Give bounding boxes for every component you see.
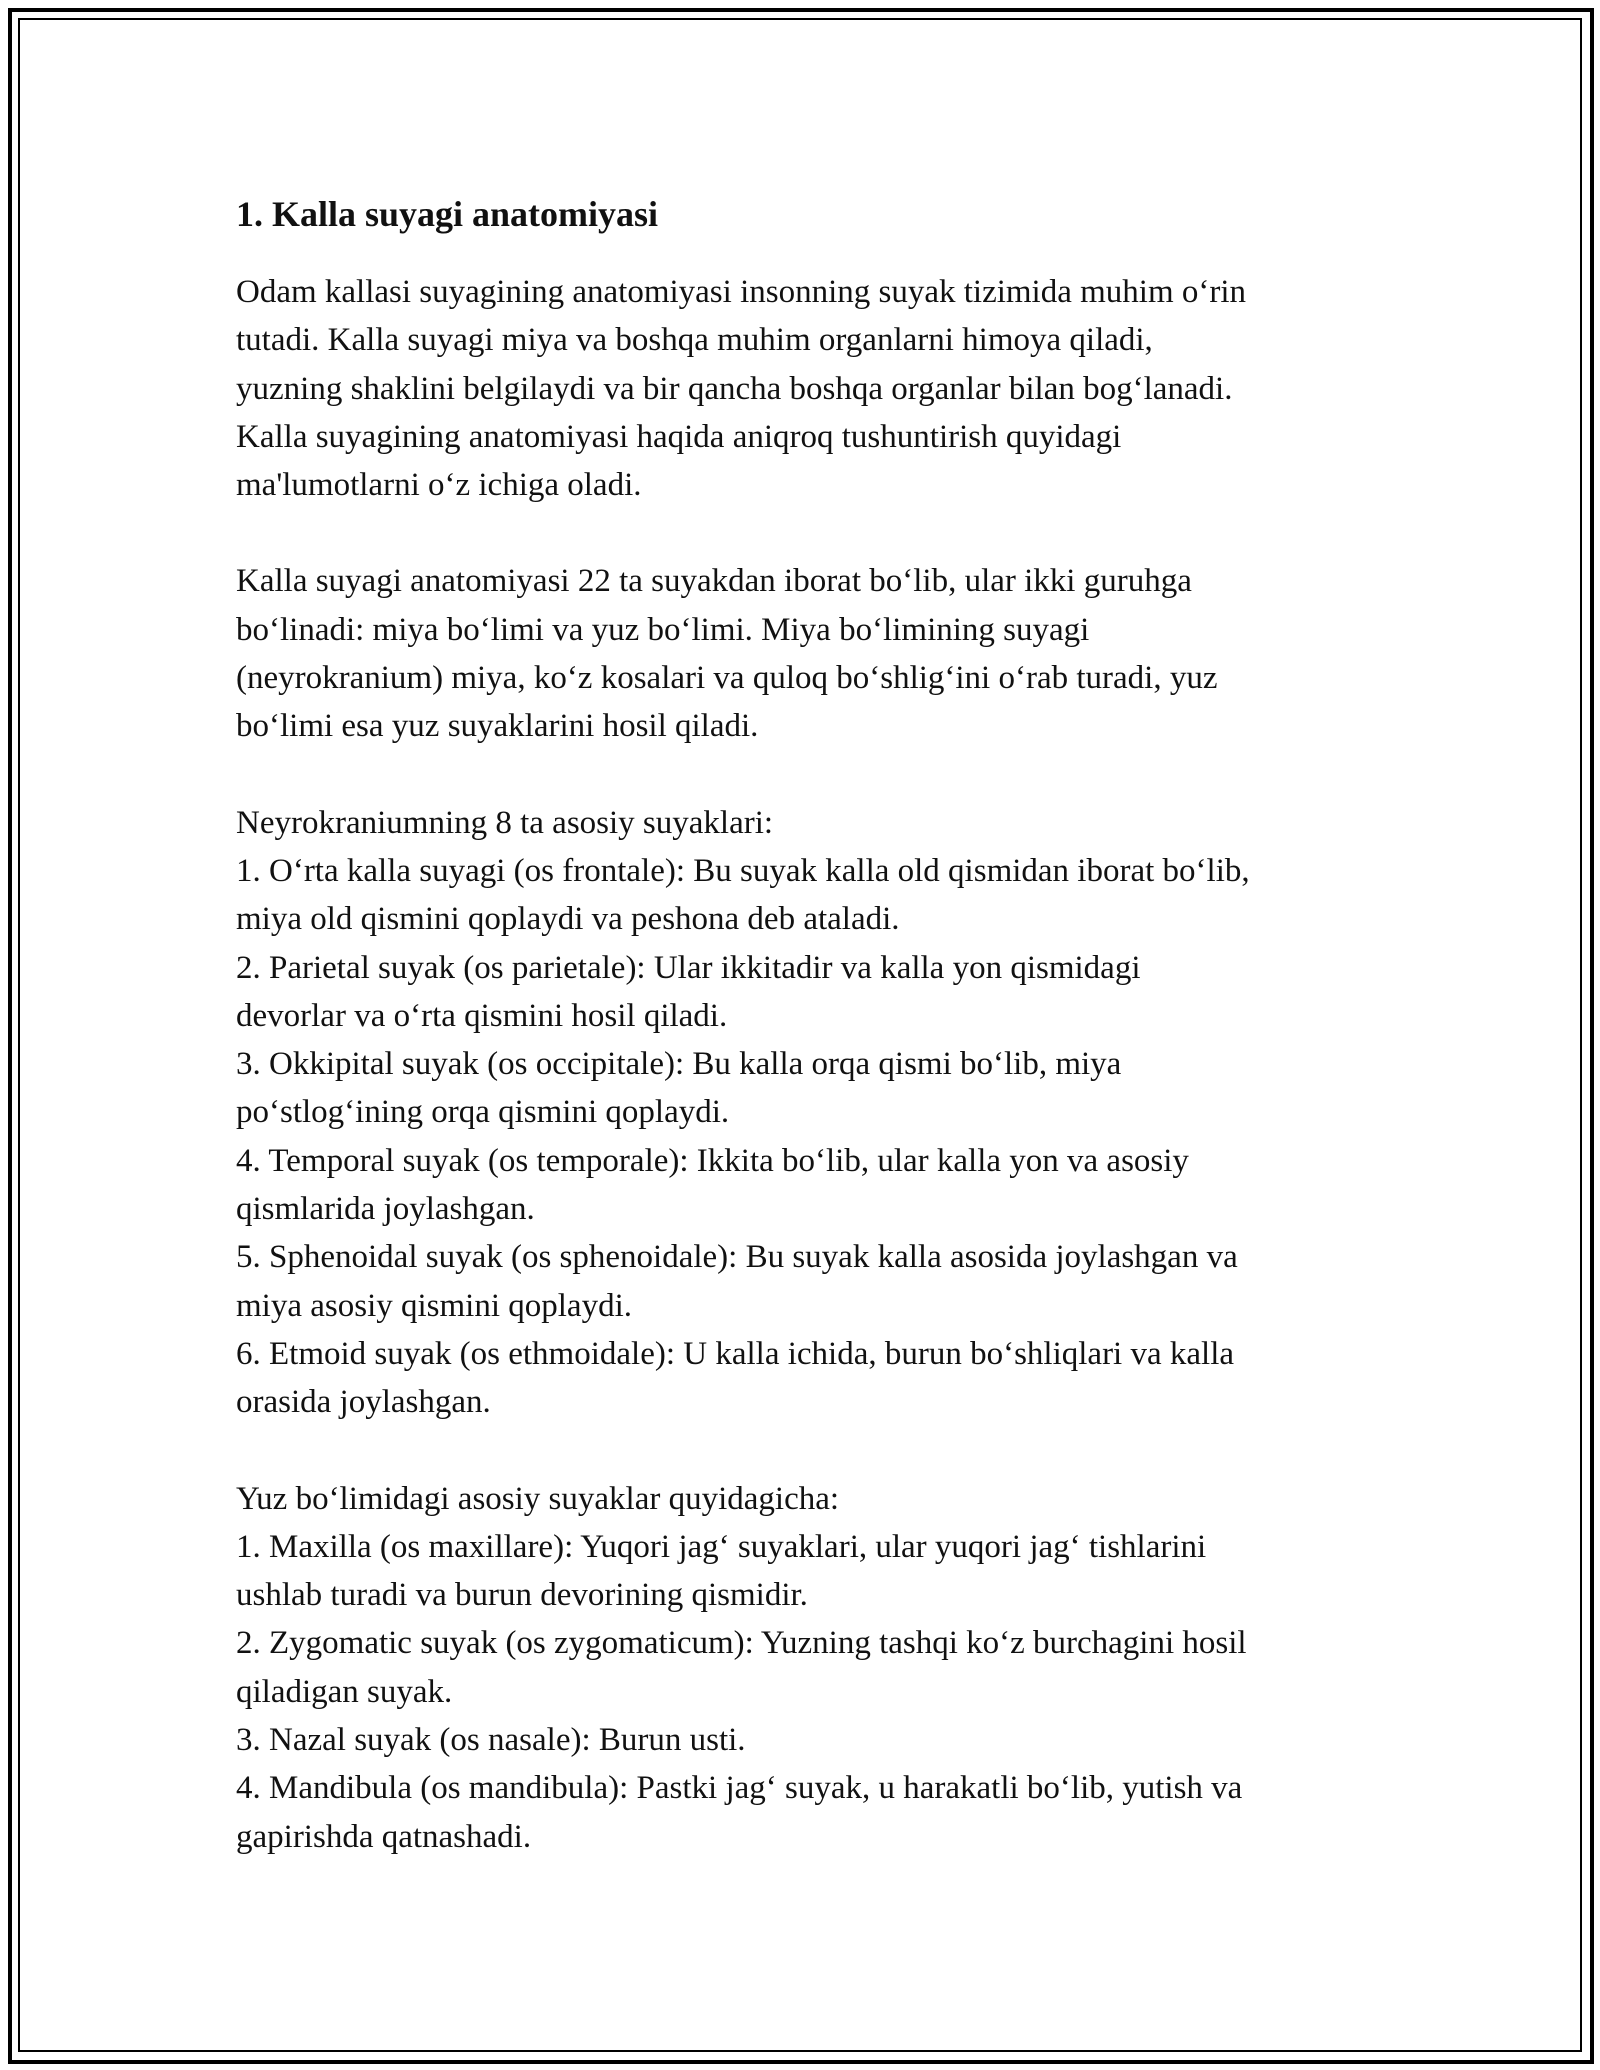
text-line: bo‘linadi: miya bo‘limi va yuz bo‘limi. Miya bo‘limining suyagi xyxy=(236,611,1090,648)
intro-paragraph xyxy=(236,268,1376,509)
list-title: Neyrokraniumning 8 ta asosiy suyaklari: xyxy=(236,804,774,841)
paragraph-gap xyxy=(236,751,1376,799)
text-line: Odam kallasi suyagining anatomiyasi insonning suyak tizimida muhim o‘rin xyxy=(236,274,1247,310)
document-body xyxy=(236,190,1376,1861)
text-line: (neyrokranium) miya, ko‘z kosalari va quloq bo‘shlig‘ini o‘rab turadi, yuz xyxy=(236,660,1218,697)
list-item: 6. Etmoid suyak (os ethmoidale): U kalla ichida, burun bo‘shliqlari va kalla xyxy=(236,1335,1235,1372)
overview-paragraph xyxy=(236,557,1376,750)
text-line: ma'lumotlarni o‘z ichiga oladi. xyxy=(236,467,642,504)
list-item: qiladigan suyak. xyxy=(236,1673,453,1710)
list-item: orasida joylashgan. xyxy=(236,1384,491,1421)
neurocranium-list xyxy=(236,799,1376,1427)
paragraph-gap xyxy=(236,509,1376,557)
text-line: Kalla suyagining anatomiyasi haqida aniqroq tushuntirish quyidagi xyxy=(236,418,1122,455)
list-item: 2. Parietal suyak (os parietale): Ular ikkitadir va kalla yon qismidagi xyxy=(236,949,1141,986)
list-item: gapirishda qatnashadi. xyxy=(236,1818,532,1855)
list-item: 1. O‘rta kalla suyagi (os frontale): Bu suyak kalla old qismidan iborat bo‘lib, xyxy=(236,852,1250,889)
list-item: 2. Zygomatic suyak (os zygomaticum): Yuzning tashqi ko‘z burchagini hosil xyxy=(236,1625,1247,1662)
text-line: tutadi. Kalla suyagi miya va boshqa muhim organlarni himoya qiladi, xyxy=(236,322,1153,359)
text-line: Kalla suyagi anatomiyasi 22 ta suyakdan iborat bo‘lib, ular ikki guruhga xyxy=(236,563,1192,600)
list-item: 1. Maxilla (os maxillare): Yuqori jag‘ suyaklari, ular yuqori jag‘ tishlarini xyxy=(236,1528,1207,1565)
list-item: miya asosiy qismini qoplaydi. xyxy=(236,1287,632,1324)
list-item: qismlarida joylashgan. xyxy=(236,1191,535,1228)
list-title: Yuz bo‘limidagi asosiy suyaklar quyidagicha: xyxy=(236,1480,840,1517)
list-item: ushlab turadi va burun devorining qismidir. xyxy=(236,1577,808,1614)
list-item: miya old qismini qoplaydi va peshona deb ataladi. xyxy=(236,901,900,938)
list-item: po‘stlog‘ining orqa qismini qoplaydi. xyxy=(236,1094,730,1131)
list-item: 5. Sphenoidal suyak (os sphenoidale): Bu suyak kalla asosida joylashgan va xyxy=(236,1239,1238,1276)
paragraph-gap xyxy=(236,1427,1376,1475)
list-item: 3. Nazal suyak (os nasale): Burun usti. xyxy=(236,1722,746,1759)
list-item: 4. Mandibula (os mandibula): Pastki jag‘ suyak, u harakatli bo‘lib, yutish va xyxy=(236,1770,1243,1807)
text-line: bo‘limi esa yuz suyaklarini hosil qiladi. xyxy=(236,708,759,745)
list-item: devorlar va o‘rta qismini hosil qiladi. xyxy=(236,997,728,1034)
facial-bones-list xyxy=(236,1475,1376,1861)
section-heading: 1. Kalla suyagi anatomiyasi xyxy=(236,194,659,234)
list-item: 3. Okkipital suyak (os occipitale): Bu kalla orqa qismi bo‘lib, miya xyxy=(236,1046,1122,1083)
list-item: 4. Temporal suyak (os temporale): Ikkita bo‘lib, ular kalla yon va asosiy xyxy=(236,1142,1189,1179)
text-line: yuzning shaklini belgilaydi va bir qancha boshqa organlar bilan bog‘lanadi. xyxy=(236,370,1233,407)
